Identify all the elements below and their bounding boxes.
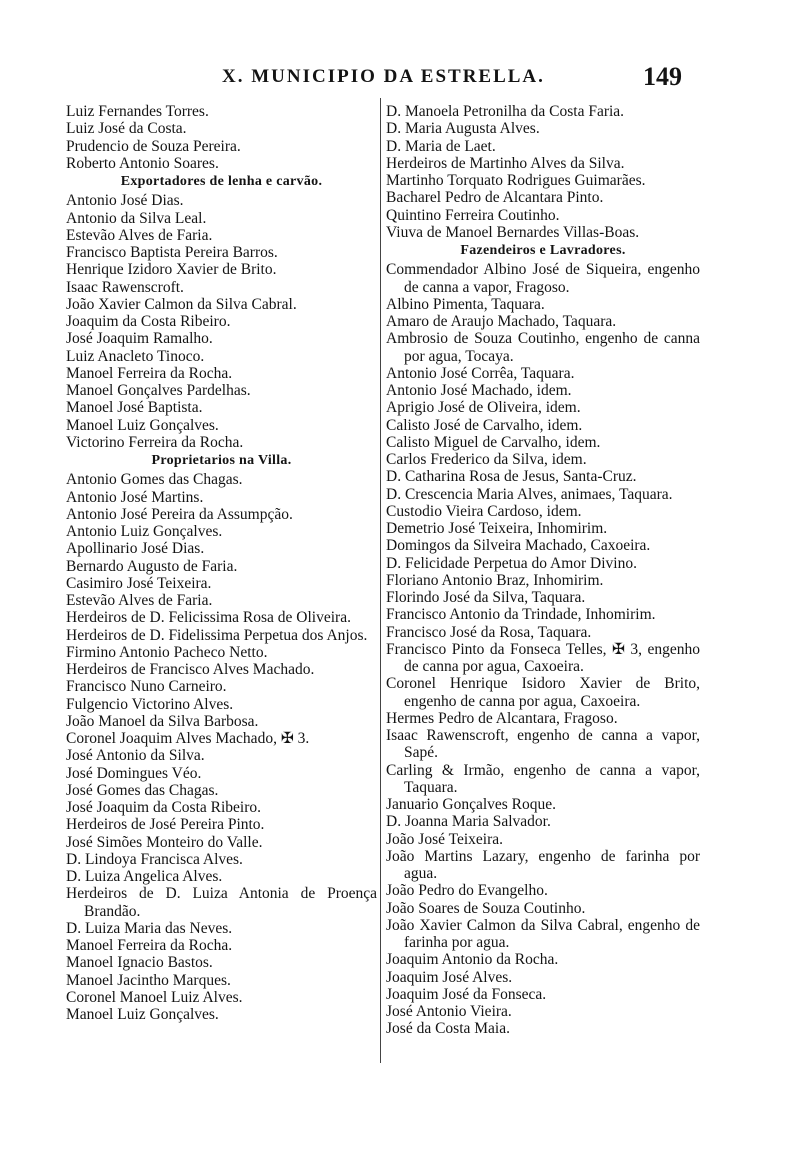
- name-entry: Antonio Luiz Gonçalves.: [66, 523, 223, 540]
- column-divider: [380, 98, 381, 1063]
- name-entry: João Pedro do Evangelho.: [386, 882, 548, 900]
- name-entry: Hermes Pedro de Alcantara, Fragoso.: [386, 709, 618, 727]
- name-entry: Antonio José Corrêa, Taquara.: [386, 364, 575, 382]
- name-entry: José da Costa Maia.: [386, 1020, 510, 1038]
- name-entry: D. Crescencia Maria Alves, animaes, Taquara.: [386, 485, 673, 503]
- name-entry: Domingos da Silveira Machado, Caxoeira.: [386, 537, 651, 555]
- right-column: [386, 103, 700, 1038]
- name-entry: Luiz José da Costa.: [66, 120, 187, 138]
- name-entry: João Soares de Souza Coutinho.: [386, 899, 586, 917]
- name-entry: Demetrio José Teixeira, Inhomirim.: [386, 520, 608, 537]
- name-entry: José Joaquim Ramalho.: [66, 330, 213, 348]
- name-entry: Florindo José da Silva, Taquara.: [386, 589, 586, 606]
- name-entry: Antonio José Martins.: [66, 488, 204, 506]
- name-entry: Coronel Joaquim Alves Machado, ✠ 3.: [66, 730, 310, 747]
- name-entry: Prudencio de Souza Pereira.: [66, 137, 241, 155]
- name-entry: Manoel Gonçalves Pardelhas.: [66, 382, 251, 399]
- name-entry: Coronel Manoel Luiz Alves.: [66, 988, 243, 1006]
- name-entry: Apollinario José Dias.: [66, 540, 205, 558]
- name-entry: Herdeiros de D. Felicissima Rosa de Oliveira.: [66, 609, 351, 627]
- name-entry: Manoel Ignacio Bastos.: [66, 954, 213, 972]
- name-entry: D. Lindoya Francisca Alves.: [66, 850, 243, 868]
- name-entry: Carling & Irmão, engenho de canna a vapor, Taquara.: [386, 761, 700, 796]
- name-entry: Ambrosio de Souza Coutinho, engenho de canna por agua, Tocaya.: [386, 330, 700, 365]
- name-entry: Luiz Fernandes Torres.: [66, 103, 209, 120]
- name-entry: Antonio José Pereira da Assumpção.: [66, 505, 293, 523]
- left-group-top: [66, 103, 377, 172]
- name-entry: Quintino Ferreira Coutinho.: [386, 206, 560, 224]
- name-entry: Manoel José Baptista.: [66, 399, 203, 417]
- name-entry: Herdeiros de Martinho Alves da Silva.: [386, 154, 625, 172]
- name-entry: João Manoel da Silva Barbosa.: [66, 712, 259, 730]
- name-entry: José Antonio da Silva.: [66, 747, 205, 765]
- name-entry: Manoel Luiz Gonçalves.: [66, 416, 219, 434]
- name-entry: Albino Pimenta, Taquara.: [386, 295, 545, 313]
- name-entry: Custodio Vieira Cardoso, idem.: [386, 502, 582, 520]
- name-entry: Francisco José da Rosa, Taquara.: [386, 623, 592, 641]
- name-entry: D. Luiza Maria das Neves.: [66, 919, 233, 937]
- name-entry: D. Joanna Maria Salvador.: [386, 813, 551, 831]
- name-entry: Roberto Antonio Soares.: [66, 154, 219, 172]
- name-entry: Antonio José Dias.: [66, 192, 184, 210]
- name-entry: Estevão Alves de Faria.: [66, 226, 213, 244]
- right-group-fazendeiros: [386, 261, 700, 1037]
- left-column: [66, 103, 377, 1023]
- name-entry: Henrique Izidoro Xavier de Brito.: [66, 261, 277, 279]
- running-head: [222, 62, 682, 96]
- left-group-lenha: [66, 192, 377, 451]
- name-entry: Francisco Baptista Pereira Barros.: [66, 244, 278, 261]
- name-entry: José Gomes das Chagas.: [66, 781, 219, 799]
- name-entry: Herdeiros de José Pereira Pinto.: [66, 816, 265, 834]
- name-entry: Viuva de Manoel Bernardes Villas-Boas.: [386, 223, 640, 241]
- name-entry: Victorino Ferreira da Rocha.: [66, 433, 244, 451]
- heading-fazendeiros-lavradores: Fazendeiros e Lavradores.: [460, 243, 626, 258]
- name-entry: José Antonio Vieira.: [386, 1003, 512, 1020]
- left-group-villa: [66, 471, 377, 1023]
- name-entry: Bernardo Augusto de Faria.: [66, 557, 238, 575]
- name-entry: Manoel Luiz Gonçalves.: [66, 1006, 219, 1023]
- name-entry: Antonio José Machado, idem.: [386, 382, 572, 399]
- name-entry: Isaac Rawenscroft.: [66, 278, 184, 296]
- name-entry: Coronel Henrique Isidoro Xavier de Brito, engenho de canna por agua, Caxoeira.: [386, 675, 700, 710]
- name-entry: D. Catharina Rosa de Jesus, Santa-Cruz.: [386, 468, 637, 486]
- name-entry: João José Teixeira.: [386, 830, 503, 848]
- name-entry: Herdeiros de Francisco Alves Machado.: [66, 661, 315, 678]
- name-entry: D. Manoela Petronilha da Costa Faria.: [386, 103, 625, 120]
- name-entry: Januario Gonçalves Roque.: [386, 796, 557, 813]
- heading-proprietarios-villa: Proprietarios na Villa.: [151, 453, 292, 468]
- name-entry: Estevão Alves de Faria.: [66, 592, 213, 609]
- name-entry: Commendador Albino José de Siqueira, engenho de canna a vapor, Fragoso.: [386, 261, 700, 296]
- name-entry: Bacharel Pedro de Alcantara Pinto.: [386, 189, 604, 207]
- name-entry: Luiz Anacleto Tinoco.: [66, 347, 205, 365]
- name-entry: Firmino Antonio Pacheco Netto.: [66, 643, 268, 661]
- name-entry: Joaquim José Alves.: [386, 968, 513, 986]
- name-entry: José Simões Monteiro do Valle.: [66, 833, 263, 851]
- name-entry: D. Maria de Laet.: [386, 137, 496, 155]
- name-entry: Carlos Frederico da Silva, idem.: [386, 451, 587, 468]
- name-entry: Calisto Miguel de Carvalho, idem.: [386, 433, 601, 451]
- right-group-top: [386, 103, 700, 241]
- name-entry: Aprigio José de Oliveira, idem.: [386, 399, 581, 417]
- name-entry: Amaro de Araujo Machado, Taquara.: [386, 313, 617, 330]
- page-number: 149: [643, 62, 682, 91]
- name-entry: Fulgencio Victorino Alves.: [66, 695, 234, 713]
- name-entry: D. Felicidade Perpetua do Amor Divino.: [386, 554, 637, 572]
- name-entry: Antonio da Silva Leal.: [66, 209, 207, 227]
- name-entry: Francisco Nuno Carneiro.: [66, 678, 227, 696]
- name-entry: Herdeiros de D. Fidelissima Perpetua dos Anjos.: [66, 626, 368, 644]
- name-entry: Joaquim Antonio da Rocha.: [386, 951, 559, 969]
- name-entry: Manoel Jacintho Marques.: [66, 971, 231, 989]
- name-entry: Francisco Antonio da Trindade, Inhomirim.: [386, 606, 656, 624]
- name-entry: João Xavier Calmon da Silva Cabral.: [66, 295, 297, 313]
- name-entry: João Xavier Calmon da Silva Cabral, engenho de farinha por agua.: [386, 916, 700, 951]
- name-entry: Joaquim José da Fonseca.: [386, 985, 547, 1003]
- name-entry: José Domingues Véo.: [66, 764, 202, 782]
- name-entry: Isaac Rawenscroft, engenho de canna a vapor, Sapé.: [386, 727, 700, 762]
- name-entry: D. Luiza Angelica Alves.: [66, 868, 223, 885]
- name-entry: Antonio Gomes das Chagas.: [66, 471, 243, 489]
- name-entry: João Martins Lazary, engenho de farinha por agua.: [386, 847, 700, 882]
- name-entry: Manoel Ferreira da Rocha.: [66, 364, 233, 382]
- name-entry: Floriano Antonio Braz, Inhomirim.: [386, 571, 604, 589]
- name-entry: Casimiro José Teixeira.: [66, 574, 212, 592]
- name-entry: Joaquim da Costa Ribeiro.: [66, 313, 231, 330]
- heading-exportadores-lenha: Exportadores de lenha e carvão.: [120, 174, 323, 189]
- name-entry: José Joaquim da Costa Ribeiro.: [66, 799, 262, 816]
- name-entry: Manoel Ferreira da Rocha.: [66, 937, 233, 954]
- name-entry: Francisco Pinto da Fonseca Telles, ✠ 3, engenho de canna por agua, Caxoeira.: [386, 640, 700, 675]
- name-entry: D. Maria Augusta Alves.: [386, 120, 540, 138]
- name-entry: Martinho Torquato Rodrigues Guimarães.: [386, 172, 646, 189]
- name-entry: Herdeiros de D. Luiza Antonia de Proença Brandão.: [66, 885, 377, 920]
- name-entry: Calisto José de Carvalho, idem.: [386, 416, 583, 434]
- section-title: X. MUNICIPIO DA ESTRELLA.: [222, 66, 545, 87]
